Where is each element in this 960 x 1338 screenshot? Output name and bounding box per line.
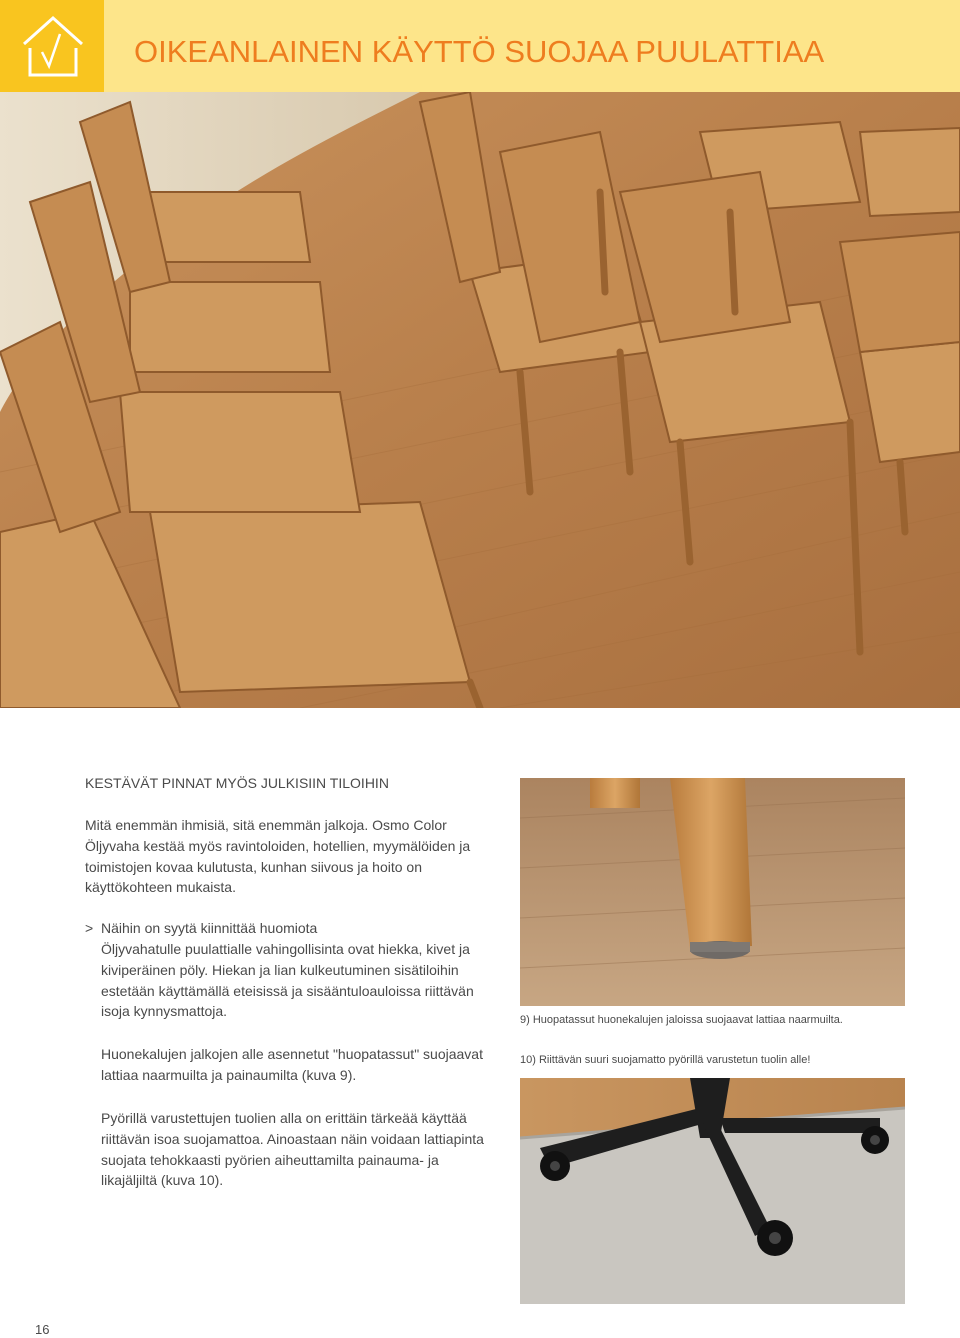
logo-box <box>0 0 104 92</box>
page-title: OIKEANLAINEN KÄYTTÖ SUOJAA PUULATTIAA <box>134 34 825 69</box>
section-heading: KESTÄVÄT PINNAT MYÖS JULKISIIN TILOIHIN <box>85 775 389 791</box>
page-number: 16 <box>35 1322 50 1337</box>
caption-image-9: 9) Huopatassut huonekalujen jaloissa suojaavat lattiaa naarmuilta. <box>520 1014 843 1026</box>
hero-photo-chairs <box>0 92 960 708</box>
intro-paragraph: Mitä enemmän ihmisiä, sitä enemmän jalkoja. Osmo Color Öljyvaha kestää myös ravintoloiden, hotellien, myymälöiden ja toimistojen kovaa kulutusta, kunhan siivous ja hoito on käyttökohteen mukaista. <box>85 817 471 896</box>
bullet-marker: > <box>85 920 94 936</box>
felt-pads-paragraph: Huonekalujen jalkojen alle asennetut "huopatassut" suojaavat lattiaa naarmuilta ja painaumilta (kuva 9). <box>101 1046 483 1083</box>
photo-chair-mat <box>520 1078 905 1304</box>
house-checkmark-icon <box>0 0 104 92</box>
chair-mat-paragraph: Pyörillä varustettujen tuolien alla on erittäin tärkeää käyttää riittävän isoa suojamattoa. Ainoastaan näin voidaan lattiapinta suojata tehokkaasti pyörien aiheuttamilta painauma- ja likajäljiltä (kuva 10). <box>101 1110 484 1189</box>
bullet-paragraph: Öljyvahatulle puulattialle vahingollisinta ovat hiekka, kivet ja kiviperäinen pöly. Hiekan ja lian kulkeutuminen sisätiloihin estetään käyttämällä eteisissä ja sisääntuloauloissa riittävän isoja kynnysmattoja. <box>101 941 474 1020</box>
header-band <box>0 0 960 92</box>
caption-image-10: 10) Riittävän suuri suojamatto pyörillä varustetun tuolin alle! <box>520 1054 811 1066</box>
photo-felt-pad <box>520 778 905 1006</box>
bullet-title: Näihin on syytä kiinnittää huomiota <box>101 920 318 936</box>
